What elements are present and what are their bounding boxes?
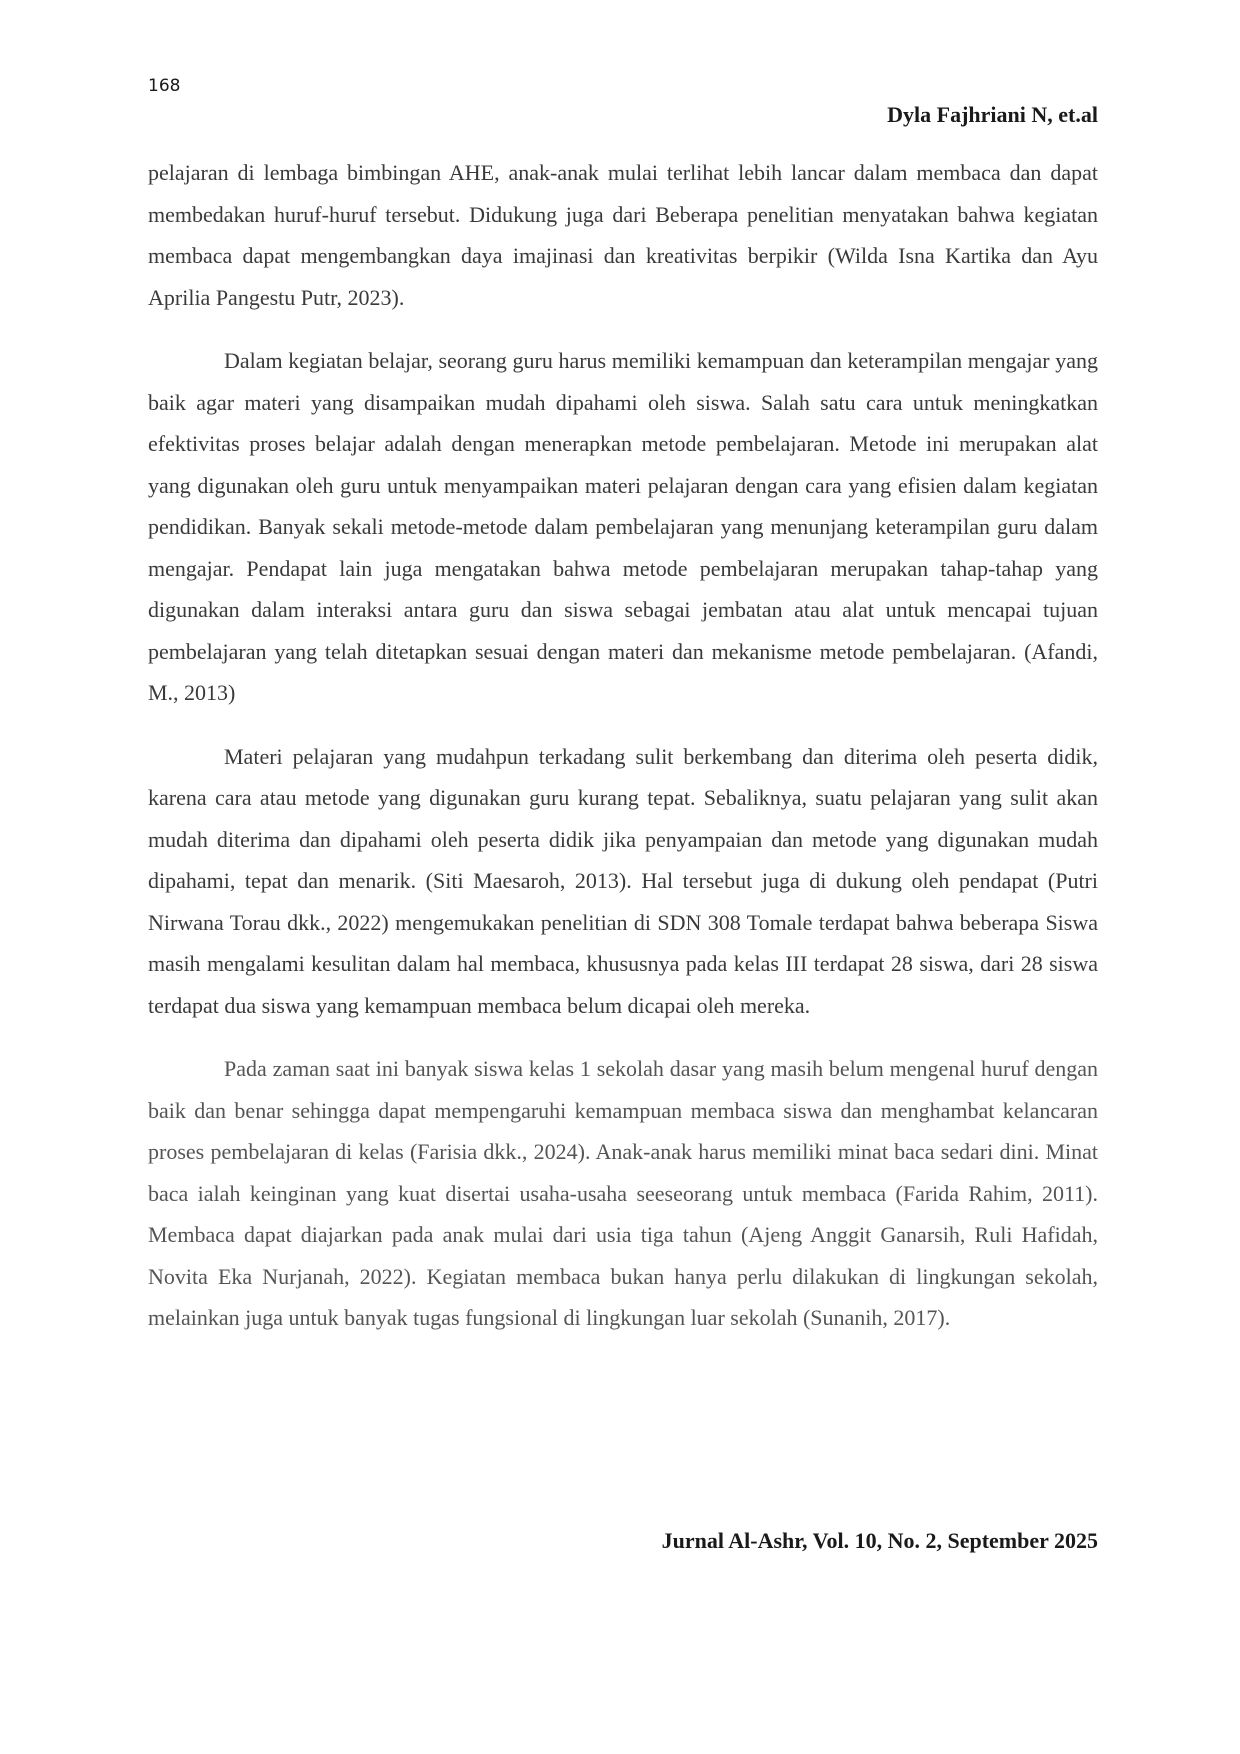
page-number: 168	[148, 76, 181, 96]
paragraph-reading-interest: Pada zaman saat ini banyak siswa kelas 1 sekolah dasar yang masih belum mengenal huruf dengan baik dan benar sehingga dapat mempengaruhi kemampuan membaca siswa dan menghambat kelancaran proses pembelajaran di kelas (Farisia dkk., 2024). Anak-anak harus memiliki minat baca sedari dini. Minat baca ialah keinginan yang kuat disertai usaha-usaha seeseorang untuk membaca (Farida Rahim, 2011). Membaca dapat diajarkan pada anak mulai dari usia tiga tahun (Ajeng Anggit Ganarsih, Ruli Hafidah, Novita Eka Nurjanah, 2022). Kegiatan membaca bukan hanya perlu dilakukan di lingkungan sekolah, melainkan juga untuk banyak tugas fungsional di lingkungan luar sekolah (Sunanih, 2017).	[148, 1056, 1098, 1330]
paragraph-continuation: pelajaran di lembaga bimbingan AHE, anak-anak mulai terlihat lebih lancar dalam membaca dan dapat membedakan huruf-huruf tersebut. Didukung juga dari Beberapa penelitian menyatakan bahwa kegiatan membaca dapat mengembangkan daya imajinasi dan kreativitas berpikir (Wilda Isna Kartika dan Ayu Aprilia Pangestu Putr, 2023).	[148, 160, 1098, 310]
running-header-author: Dyla Fajhriani N, et.al	[887, 102, 1098, 127]
paragraph-teaching-methods: Dalam kegiatan belajar, seorang guru harus memiliki kemampuan dan keterampilan mengajar yang baik agar materi yang disampaikan mudah dipahami oleh siswa. Salah satu cara untuk meningkatkan efektivitas proses belajar adalah dengan menerapkan metode pembelajaran. Metode ini merupakan alat yang digunakan oleh guru untuk menyampaikan materi pelajaran dengan cara yang efisien dalam kegiatan pendidikan. Banyak sekali metode-metode dalam pembelajaran yang menunjang keterampilan guru dalam mengajar. Pendapat lain juga mengatakan bahwa metode pembelajaran merupakan tahap-tahap yang digunakan dalam interaksi antara guru dan siswa sebagai jembatan atau alat untuk mencapai tujuan pembelajaran yang telah ditetapkan sesuai dengan materi dan mekanisme metode pembelajaran. (Afandi, M., 2013)	[148, 348, 1098, 705]
journal-footer: Jurnal Al-Ashr, Vol. 10, No. 2, September 2025	[661, 1528, 1098, 1553]
paragraph-learning-materials: Materi pelajaran yang mudahpun terkadang sulit berkembang dan diterima oleh peserta didik, karena cara atau metode yang digunakan guru kurang tepat. Sebaliknya, suatu pelajaran yang sulit akan mudah diterima dan dipahami oleh peserta didik jika penyampaian dan metode yang digunakan mudah dipahami, tepat dan menarik. (Siti Maesaroh, 2013). Hal tersebut juga di dukung oleh pendapat (Putri Nirwana Torau dkk., 2022) mengemukakan penelitian di SDN 308 Tomale terdapat bahwa beberapa Siswa masih mengalami kesulitan dalam hal membaca, khususnya pada kelas III terdapat 28 siswa, dari 28 siswa terdapat dua siswa yang kemampuan membaca belum dicapai oleh mereka.	[148, 743, 1098, 1018]
body-text	[148, 152, 1098, 1361]
